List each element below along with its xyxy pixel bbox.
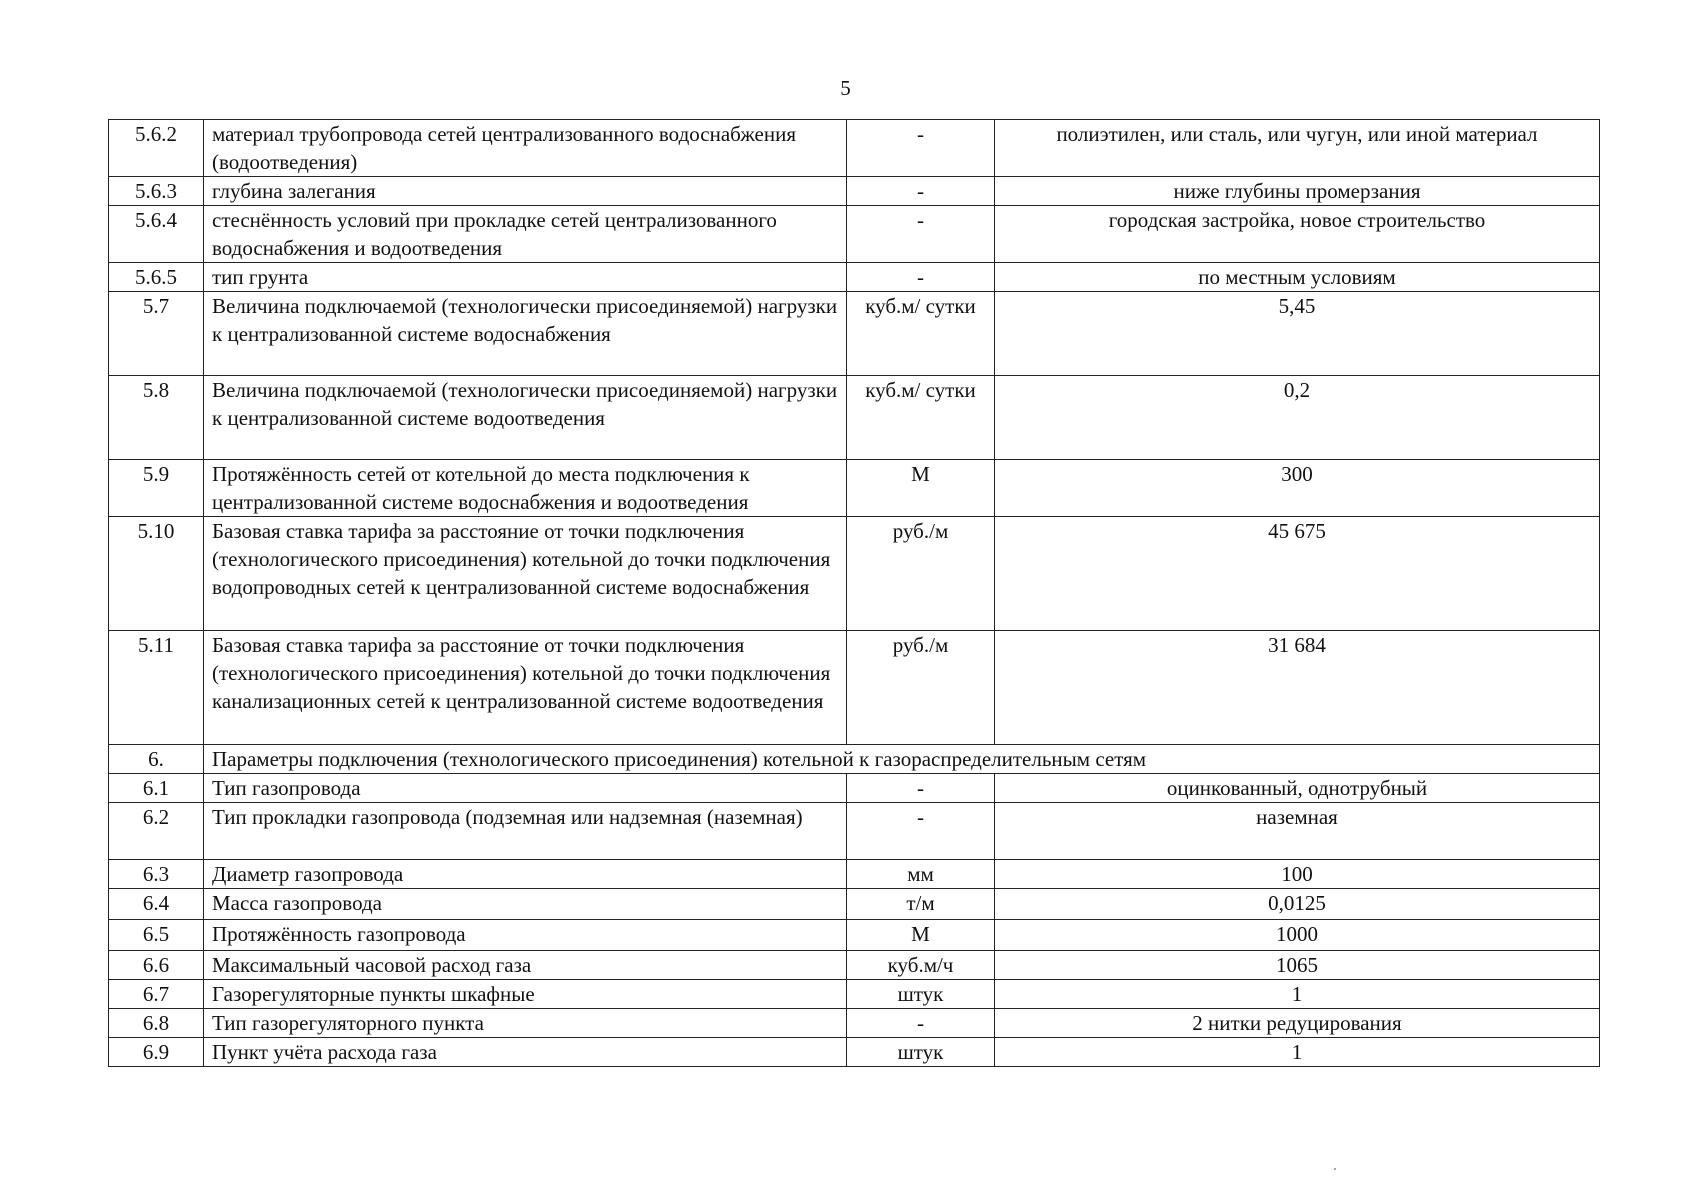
table-row [109, 120, 1600, 177]
row-value: 45 675 [995, 517, 1600, 631]
row-number: 5.11 [109, 631, 204, 745]
row-number: 5.10 [109, 517, 204, 631]
table-row [109, 980, 1600, 1009]
table-row [109, 206, 1600, 263]
row-label: материал трубопровода сетей централизованного водоснабжения (водоотведения) [204, 120, 847, 177]
row-unit: - [847, 206, 995, 263]
row-label: Протяжённость газопровода [204, 920, 847, 951]
row-label: Масса газопровода [204, 889, 847, 920]
row-number: 5.8 [109, 376, 204, 460]
row-label: Газорегуляторные пункты шкафные [204, 980, 847, 1009]
row-label: Тип прокладки газопровода (подземная или надземная (наземная) [204, 803, 847, 860]
row-label: тип грунта [204, 263, 847, 292]
row-label: Тип газорегуляторного пункта [204, 1009, 847, 1038]
row-unit: М [847, 920, 995, 951]
row-unit: мм [847, 860, 995, 889]
table-row [109, 292, 1600, 376]
row-unit: - [847, 774, 995, 803]
table-row [109, 920, 1600, 951]
row-value: 1065 [995, 951, 1600, 980]
row-unit: куб.м/ч [847, 951, 995, 980]
parameters-table [108, 119, 1600, 1067]
row-value: 31 684 [995, 631, 1600, 745]
table-row [109, 1038, 1600, 1067]
row-value: оцинкованный, однотрубный [995, 774, 1600, 803]
row-number: 6.9 [109, 1038, 204, 1067]
row-value: 1 [995, 1038, 1600, 1067]
row-value: 0,2 [995, 376, 1600, 460]
table-row [109, 460, 1600, 517]
row-value: полиэтилен, или сталь, или чугун, или иной материал [995, 120, 1600, 177]
row-unit: М [847, 460, 995, 517]
row-unit: руб./м [847, 631, 995, 745]
row-label: Базовая ставка тарифа за расстояние от точки подключения (технологического присоединения) котельной до точки подключения канализационных сетей к централизованной системе водоотведения [204, 631, 847, 745]
row-number: 6.1 [109, 774, 204, 803]
row-unit: - [847, 120, 995, 177]
row-number: 6.2 [109, 803, 204, 860]
row-unit: - [847, 1009, 995, 1038]
row-unit: т/м [847, 889, 995, 920]
table-row [109, 951, 1600, 980]
row-label: Пункт учёта расхода газа [204, 1038, 847, 1067]
row-unit: - [847, 263, 995, 292]
row-value: городская застройка, новое строительство [995, 206, 1600, 263]
row-unit: - [847, 177, 995, 206]
section-title: Параметры подключения (технологического присоединения) котельной к газораспределительным сетям [204, 745, 1600, 774]
row-label: Максимальный часовой расход газа [204, 951, 847, 980]
table-row [109, 1009, 1600, 1038]
row-number: 6.7 [109, 980, 204, 1009]
row-label: Величина подключаемой (технологически присоединяемой) нагрузки к централизованной системе водоснабжения [204, 292, 847, 376]
row-value: наземная [995, 803, 1600, 860]
row-number: 5.6.3 [109, 177, 204, 206]
row-value: 2 нитки редуцирования [995, 1009, 1600, 1038]
row-unit: штук [847, 980, 995, 1009]
section-number: 6. [109, 745, 204, 774]
row-value: ниже глубины промерзания [995, 177, 1600, 206]
row-label: Тип газопровода [204, 774, 847, 803]
table-row [109, 517, 1600, 631]
table-row [109, 631, 1600, 745]
table-row [109, 889, 1600, 920]
row-value: 100 [995, 860, 1600, 889]
row-number: 5.9 [109, 460, 204, 517]
row-number: 6.6 [109, 951, 204, 980]
row-label: стеснённость условий при прокладке сетей централизованного водоснабжения и водоотведения [204, 206, 847, 263]
row-number: 6.4 [109, 889, 204, 920]
row-value: 5,45 [995, 292, 1600, 376]
row-label: Протяжённость сетей от котельной до места подключения к централизованной системе водоснабжения и водоотведения [204, 460, 847, 517]
page-number: 5 [840, 76, 851, 100]
table-row [109, 803, 1600, 860]
row-number: 5.6.2 [109, 120, 204, 177]
table-row [109, 774, 1600, 803]
row-number: 5.6.4 [109, 206, 204, 263]
row-unit: куб.м/ сутки [847, 292, 995, 376]
row-number: 5.7 [109, 292, 204, 376]
table-row [109, 860, 1600, 889]
row-label: Диаметр газопровода [204, 860, 847, 889]
row-number: 6.8 [109, 1009, 204, 1038]
scan-speck [1334, 1168, 1336, 1170]
row-value: 1000 [995, 920, 1600, 951]
parameters-table-body [109, 120, 1600, 1067]
section-row [109, 745, 1600, 774]
row-unit: куб.м/ сутки [847, 376, 995, 460]
row-value: 1 [995, 980, 1600, 1009]
row-value: по местным условиям [995, 263, 1600, 292]
row-unit: штук [847, 1038, 995, 1067]
row-label: Базовая ставка тарифа за расстояние от точки подключения (технологического присоединения) котельной до точки подключения водопроводных сетей к централизованной системе водоснабжения [204, 517, 847, 631]
row-number: 5.6.5 [109, 263, 204, 292]
table-row [109, 177, 1600, 206]
row-label: глубина залегания [204, 177, 847, 206]
row-value: 300 [995, 460, 1600, 517]
row-unit: руб./м [847, 517, 995, 631]
table-row [109, 263, 1600, 292]
row-number: 6.5 [109, 920, 204, 951]
row-label: Величина подключаемой (технологически присоединяемой) нагрузки к централизованной системе водоотведения [204, 376, 847, 460]
table-row [109, 376, 1600, 460]
row-value: 0,0125 [995, 889, 1600, 920]
row-number: 6.3 [109, 860, 204, 889]
row-unit: - [847, 803, 995, 860]
